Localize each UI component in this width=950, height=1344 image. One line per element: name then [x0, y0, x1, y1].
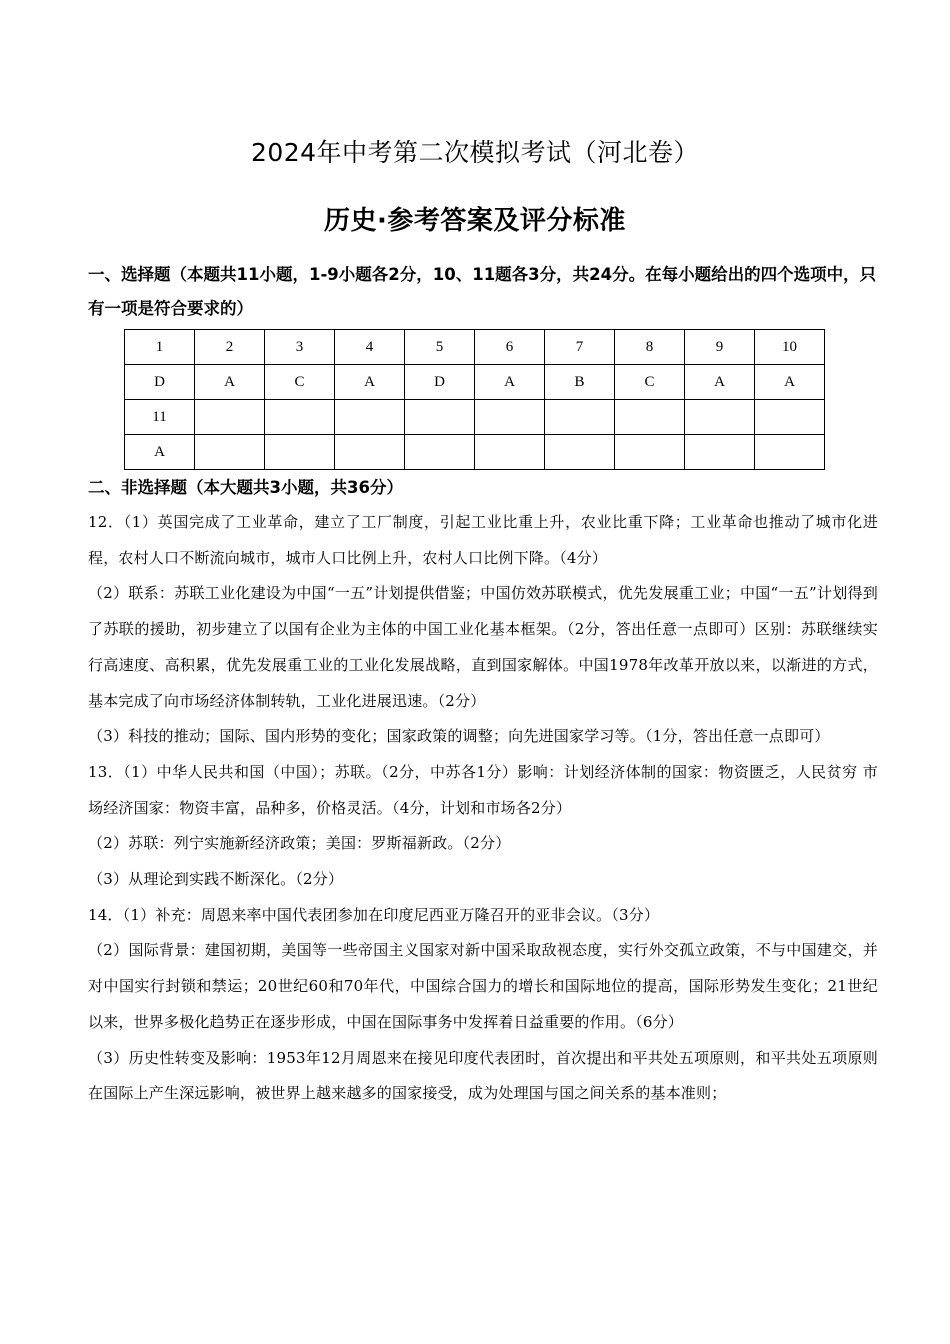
table-row — [125, 400, 825, 435]
table-cell — [685, 400, 755, 435]
table-cell: 2 — [195, 330, 265, 365]
table-cell: 1 — [125, 330, 195, 365]
table-cell — [475, 400, 545, 435]
table-cell: 3 — [265, 330, 335, 365]
paragraph-q12-1: 12．（1）英国完成了工业革命，建立了工厂制度，引起工业比重上升，农业比重下降；工业革命也推动了城市化进程，农村人口不断流向城市，城市人口比例上升，农村人口比例下降。（4分） — [88, 513, 878, 567]
answer-table — [124, 329, 825, 470]
table-cell — [545, 435, 615, 470]
table-row — [125, 330, 825, 365]
table-cell: A — [125, 435, 195, 470]
paragraph-q14-2: （2）国际背景：建国初期，美国等一些帝国主义国家对新中国采取敌视态度，实行外交孤立政策，不与中国建交，并对中国实行封锁和禁运；20世纪60和70年代，中国综合国力的增长和国际地位的提高，国际形势发生变化；21世纪以来，世界多极化趋势正在逐步形成，中国在国际事务中发挥着日益重要的作用。（6分） — [88, 941, 878, 1031]
table-cell — [265, 435, 335, 470]
paragraph-q12-2: （2）联系：苏联工业化建设为中国“一五”计划提供借鉴；中国仿效苏联模式，优先发展重工业；中国“一五”计划得到了苏联的援助，初步建立了以国有企业为主体的中国工业化基本框架。（2分，答出任意一点即可）区别：苏联继续实行高速度、高积累，优先发展重工业的工业化发展战略，直到国家解体。中国1978年改革开放以来，以渐进的方式，基本完成了向市场经济体制转轨，工业化进展迅速。（2分） — [88, 584, 878, 710]
table-cell — [265, 400, 335, 435]
table-cell — [615, 400, 685, 435]
table-cell: D — [405, 365, 475, 400]
table-cell — [685, 435, 755, 470]
table-cell: 4 — [335, 330, 405, 365]
table-cell: A — [685, 365, 755, 400]
paragraph-q12-3: （3）科技的推动；国际、国内形势的变化；国家政策的调整；向先进国家学习等。（1分，答出任意一点即可） — [88, 727, 830, 746]
table-cell — [405, 400, 475, 435]
table-cell: A — [335, 365, 405, 400]
table-cell — [335, 400, 405, 435]
table-cell: 10 — [755, 330, 825, 365]
section-1-heading: 一、选择题（本题共11小题，1-9小题各2分，10、11题各3分，共24分。在每小题给出的四个选项中，只有一项是符合要求的） — [88, 265, 877, 318]
section-2-heading: 二、非选择题（本大题共3小题，共36分） — [88, 478, 403, 497]
table-cell: A — [195, 365, 265, 400]
table-cell — [755, 400, 825, 435]
table-cell: D — [125, 365, 195, 400]
exam-title: 2024年中考第二次模拟考试（河北卷） — [250, 138, 700, 167]
table-cell: C — [265, 365, 335, 400]
paragraph-q14-3: （3）历史性转变及影响：1953年12月周恩来在接见印度代表团时，首次提出和平共处五项原则，和平共处五项原则在国际上产生深远影响，被世界上越来越多的国家接受，成为处理国与国之间关系的基本准则； — [88, 1048, 878, 1103]
table-cell: C — [615, 365, 685, 400]
table-row — [125, 365, 825, 400]
paragraph-q14-1: 14．（1）补充：周恩来率中国代表团参加在印度尼西亚万隆召开的亚非会议。（3分） — [88, 905, 660, 924]
table-cell: 9 — [685, 330, 755, 365]
paragraph-q13-2: （2）苏联：列宁实施新经济政策；美国：罗斯福新政。（2分） — [88, 834, 511, 853]
table-cell: 11 — [125, 400, 195, 435]
table-cell: B — [545, 365, 615, 400]
answer-body — [88, 505, 878, 1112]
table-cell — [195, 435, 265, 470]
table-cell — [755, 435, 825, 470]
table-row — [125, 435, 825, 470]
table-cell: 5 — [405, 330, 475, 365]
exam-subtitle: 历史·参考答案及评分标准 — [324, 206, 626, 236]
table-cell: A — [475, 365, 545, 400]
table-cell — [475, 435, 545, 470]
paragraph-q13-1: 13．（1）中华人民共和国（中国）；苏联。（2分，中苏各1分）影响：计划经济体制的国家：物资匮乏，人民贫穷 市场经济国家：物资丰富，品种多，价格灵活。（4分，计划和市场各2分） — [88, 762, 878, 817]
table-cell: 6 — [475, 330, 545, 365]
table-cell — [545, 400, 615, 435]
table-cell: A — [755, 365, 825, 400]
table-cell — [405, 435, 475, 470]
table-cell — [335, 435, 405, 470]
table-cell — [615, 435, 685, 470]
table-cell: 8 — [615, 330, 685, 365]
paragraph-q13-3: （3）从理论到实践不断深化。（2分） — [88, 870, 344, 889]
table-cell — [195, 400, 265, 435]
table-cell: 7 — [545, 330, 615, 365]
